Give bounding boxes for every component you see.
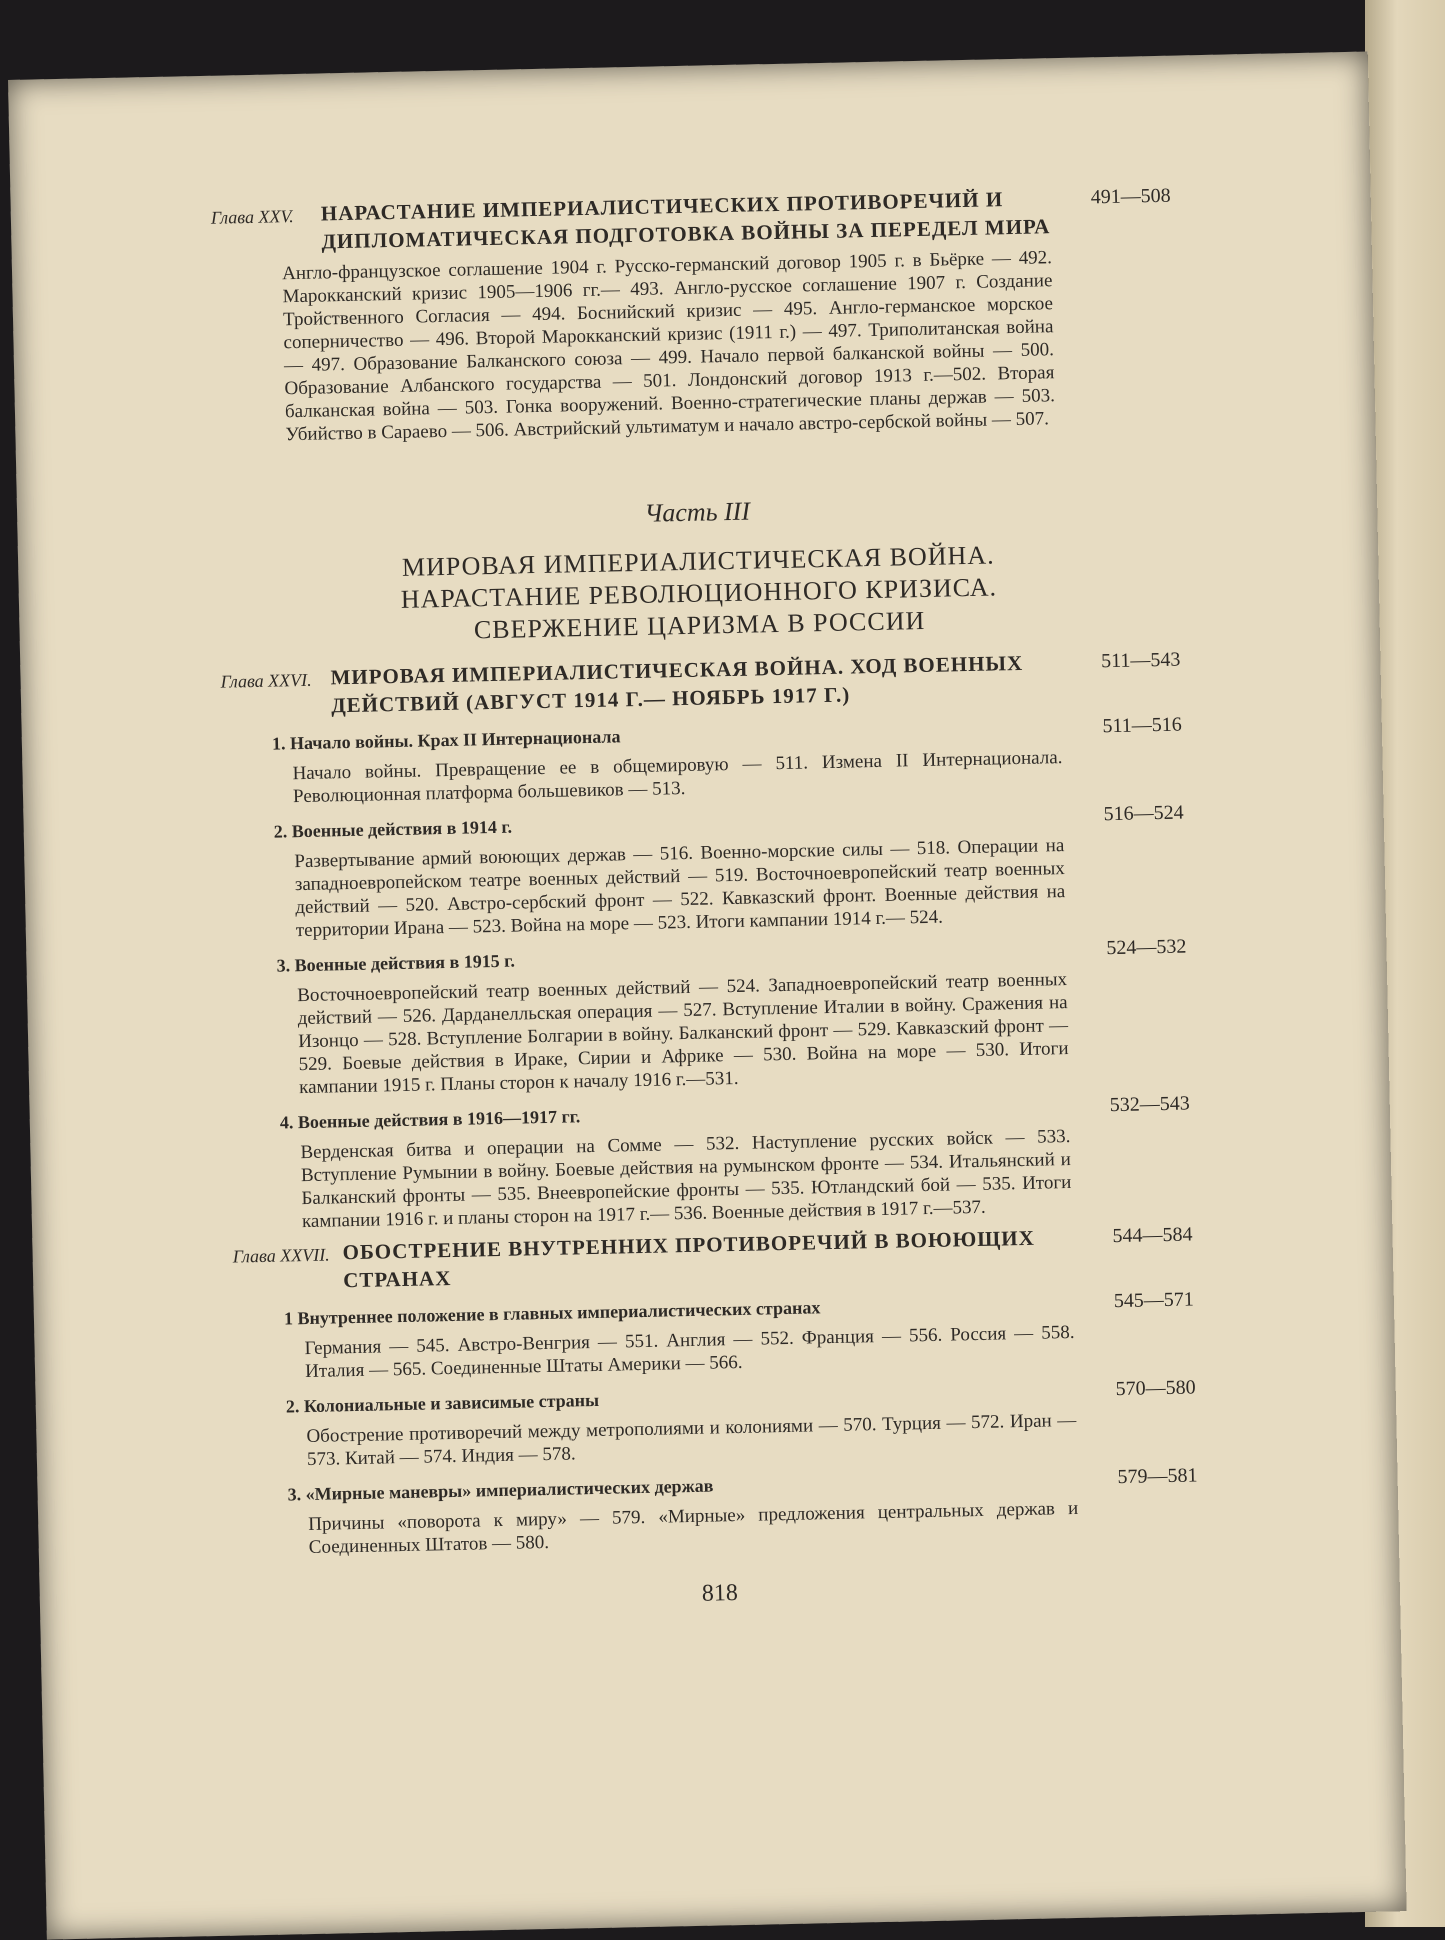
section-title: 2. Колониальные и зависимые страны [285, 1389, 600, 1417]
section-description: Верденская битва и операции на Сомме — 532. Наступление русских войск — 533. Вступление Румынии в войну. Боевые действия на румынском фронте — 534. Итальянский и Балканский фронты — 535. Внеевропейские фронты — 535. Ютландский бой — 535. Итоги кампании 1916 г. и планы сторон на 1917 г.— 536. Военные действия в 1917 г.—537. [300, 1125, 1072, 1233]
section-description: Причины «поворота к миру» — 579. «Мирные» предложения центральных держав и Соединенных Штатов — 580. [308, 1497, 1079, 1559]
chapter-title: МИРОВАЯ ИМПЕРИАЛИСТИЧЕСКАЯ ВОЙНА. ХОД ВОЕННЫХ ДЕЙСТВИЙ (АВГУСТ 1914 Г.— НОЯБРЬ 1917 Г.) [330, 650, 1024, 718]
section-pages: 579—581 [1117, 1464, 1198, 1489]
part-title-line: СВЕРЖЕНИЕ ЦАРИЗМА В РОССИИ [473, 605, 926, 645]
section-description: Германия — 545. Австро-Венгрия — 551. Англия — 552. Франция — 556. Россия — 558. Италия — 565. Соединенные Штаты Америки — 566. [304, 1321, 1075, 1383]
section-description: Обострение противоречий между метрополиями и колониями — 570. Турция — 572. Иран — 573. Китай — 574. Индия — 578. [306, 1409, 1077, 1471]
page-number: 818 [701, 1580, 739, 1607]
section-title: 4. Военные действия в 1916—1917 гг. [279, 1106, 581, 1133]
section-pages: 511—516 [1102, 713, 1182, 738]
section-pages: 532—543 [1109, 1092, 1190, 1117]
section-description: Развертывание армий воюющих держав — 516. Военно-морские силы — 518. Операции на западноевропейском театре военных действий — 519. Восточноевропейский театр военных действий — 520. Австро-сербский фронт — 522. Кавказский фронт. Военные действия на территории Ирана — 523. Война на море — 523. Итоги кампании 1914 г.— 524. [294, 835, 1066, 942]
section-pages: 516—524 [1103, 801, 1184, 826]
chapter-27-entry [232, 1220, 1193, 1296]
section-pages: 524—532 [1106, 935, 1187, 960]
part-title-line: НАРАСТАНИЕ РЕВОЛЮЦИОННОГО КРИЗИСА. [400, 572, 998, 614]
chapter-label: Глава XXVI. [220, 669, 312, 692]
section-title: 2. Военные действия в 1914 г. [273, 816, 513, 842]
section-title: 3. Военные действия в 1915 г. [276, 950, 516, 976]
section-pages: 545—571 [1113, 1288, 1195, 1313]
part-heading: Часть III [644, 496, 751, 528]
section-title: 1. Начало войны. Крах II Интернационала [271, 726, 621, 754]
chapter-label: Глава XXV. [210, 206, 294, 228]
section-pages: 570—580 [1115, 1376, 1196, 1401]
section-title: 1 Внутреннее положение в главных империалистических странах [283, 1297, 821, 1329]
chapter-pages: 491—508 [1090, 184, 1171, 209]
section-title: 3. «Мирные маневры» империалистических держав [287, 1475, 714, 1505]
part-title [218, 536, 1180, 652]
chapter-title: ОБОСТРЕНИЕ ВНУТРЕННИХ ПРОТИВОРЕЧИЙ В ВОЮЮЩИХ СТРАНАХ [342, 1225, 1036, 1293]
chapter-label: Глава XXVII. [232, 1244, 330, 1267]
chapter-pages: 511—543 [1100, 648, 1181, 673]
chapter-title: НАРАСТАНИЕ ИМПЕРИАЛИСТИЧЕСКИХ ПРОТИВОРЕЧИЙ И ДИПЛОМАТИЧЕСКАЯ ПОДГОТОВКА ВОЙНЫ ЗА ПЕРЕДЕЛ МИРА [320, 187, 1051, 254]
part-title-line: МИРОВАЯ ИМПЕРИАЛИСТИЧЕСКАЯ ВОЙНА. [401, 540, 995, 582]
chapter-description: Англо-французское соглашение 1904 г. Русско-германский договор 1905 г. в Бьёрке — 492. Марокканский кризис 1905—1906 гг.— 493. Англо-русское соглашение 1907 г. Создание Тройственного Согласия — 494. Боснийский кризис — 495. Англо-германское морское соперничество — 496. Второй Марокканский кризис (1911 г.) — 497. Триполитанская война — 497. Образование Балканского союза — 499. Начало первой балканской войны — 500. Образование Албанского государства — 501. Лондонский договор 1913 г.—502. Вторая балканская война — 503. Гонка вооружений. Военно-стратегические планы держав — 503. Убийство в Сараево — 506. Австрийский ультиматум и начало австро-сербской войны — 507. [281, 247, 1056, 446]
book-page [8, 52, 1407, 1940]
chapter-26-entry [220, 646, 1181, 722]
chapter-pages: 544—584 [1112, 1223, 1193, 1248]
section-description: Восточноевропейский театр военных действий — 524. Западноевропейский театр военных действий — 526. Дарданелльская операция — 527. Вступление Италии в войну. Сражения на Изонцо — 528. Вступление Болгарии в войну. Балканский фронт — 529. Кавказский фронт — 529. Боевые действия в Ираке, Сирии и Африке — 530. Война на море — 530. Итоги кампании 1915 г. Планы сторон к началу 1916 г.—531. [297, 969, 1069, 1099]
table-of-contents [210, 176, 1200, 1618]
section-description: Начало войны. Превращение ее в общемировую — 511. Измена II Интернационала. Революционная платформа большевиков — 513. [292, 747, 1063, 808]
